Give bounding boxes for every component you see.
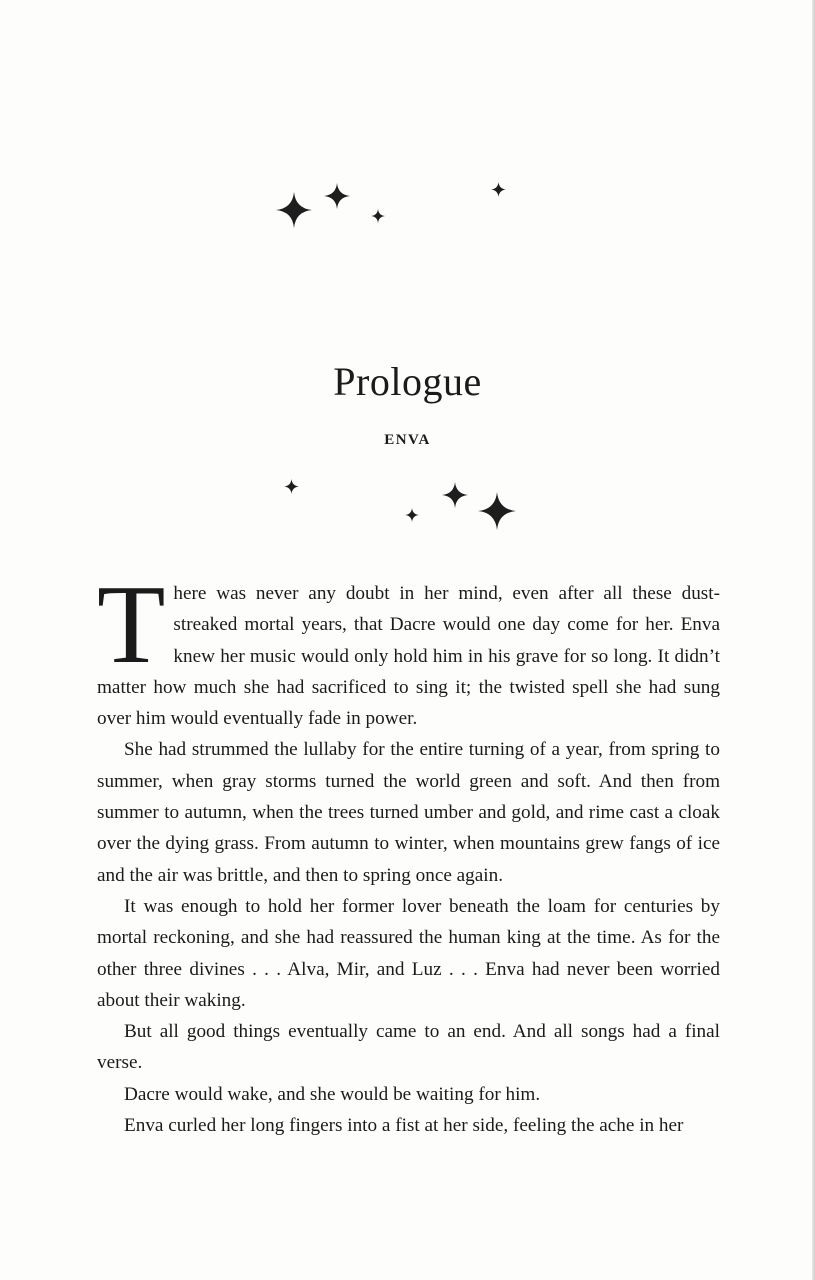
four-point-star-icon xyxy=(405,508,419,522)
paragraph-text: here was never any doubt in her mind, even after all these dust-streaked mortal years, that Dacre would one day come for her. Enva knew her music would only hold him in his grave for so long. It didn’t matter how much she had sacrificed to sing it; the twisted spell she had sung over him would eventually fade in power. xyxy=(97,583,720,730)
chapter-narrator: ENVA xyxy=(384,432,431,448)
four-point-star-icon xyxy=(442,482,468,508)
paragraph: She had strummed the lullaby for the entire turning of a year, from spring to summer, when gray storms turned the world green and soft. And then from summer to autumn, when the trees turned umber and gold, and rime cast a cloak over the dying grass. From autumn to winter, when mountains grew fangs of ice and the air was brittle, and then to spring once again. xyxy=(97,739,720,886)
four-point-star-icon xyxy=(276,192,312,228)
four-point-star-icon xyxy=(478,492,516,530)
paragraph: But all good things eventually came to an end. And all songs had a final verse. xyxy=(97,1021,720,1074)
four-point-star-icon xyxy=(324,183,350,209)
drop-cap: T xyxy=(97,563,166,687)
prologue-body xyxy=(97,563,720,1141)
four-point-star-icon xyxy=(371,209,385,223)
chapter-title: Prologue xyxy=(333,359,482,404)
four-point-star-icon xyxy=(284,479,299,494)
paragraph: It was enough to hold her former lover beneath the loam for centuries by mortal reckoning, and she had reassured the human king at the time. As for the other three divines . . . Alva, Mir, and Luz . . . Enva had never been worried about their waking. xyxy=(97,895,720,1011)
paragraph xyxy=(97,563,720,734)
paragraph: Enva curled her long fingers into a fist at her side, feeling the ache in her xyxy=(124,1115,684,1137)
four-point-star-icon xyxy=(491,182,506,197)
paragraph: Dacre would wake, and she would be waiting for him. xyxy=(124,1083,541,1105)
